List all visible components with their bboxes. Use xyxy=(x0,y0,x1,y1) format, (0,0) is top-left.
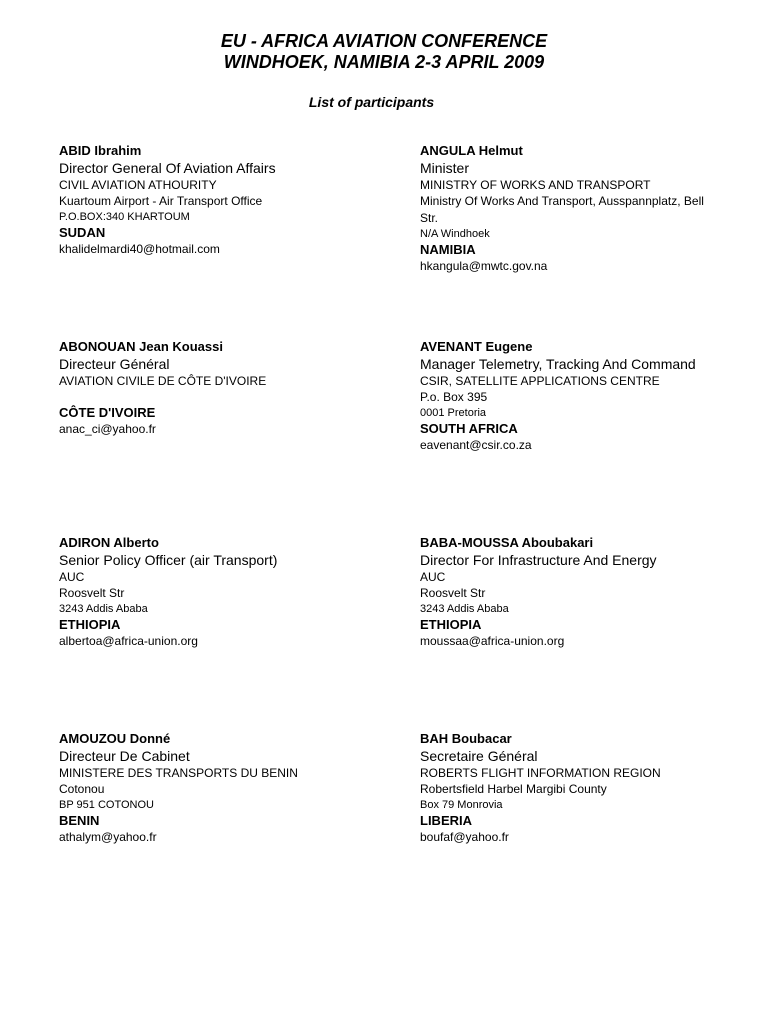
participant-card xyxy=(420,339,740,453)
participant-city: 0001 Pretoria xyxy=(420,407,487,419)
participant-address: Robertsfield Harbel Margibi County xyxy=(420,782,607,796)
participant-email: boufaf@yahoo.fr xyxy=(420,830,509,844)
participant-country: LIBERIA xyxy=(420,813,472,828)
participant-organization: CSIR, SATELLITE APPLICATIONS CENTRE xyxy=(420,374,660,388)
participant-organization: AVIATION CIVILE DE CÔTE D'IVOIRE xyxy=(59,374,267,388)
participant-card xyxy=(59,731,379,845)
participant-address: Roosvelt Str xyxy=(59,586,125,600)
participant-country: SUDAN xyxy=(59,225,106,240)
participant-address: Roosvelt Str xyxy=(420,586,486,600)
participant-organization: CIVIL AVIATION ATHOURITY xyxy=(59,178,217,192)
participant-country: CÔTE D'IVOIRE xyxy=(59,405,156,420)
participant-city: 3243 Addis Ababa xyxy=(59,603,148,615)
participant-email: hkangula@mwtc.gov.na xyxy=(420,259,548,273)
participant-city: P.O.BOX:340 KHARTOUM xyxy=(59,211,190,223)
participant-email: albertoa@africa-union.org xyxy=(59,634,198,648)
participant-card xyxy=(59,339,379,437)
participant-country: BENIN xyxy=(59,813,100,828)
participant-country: ETHIOPIA xyxy=(420,617,482,632)
participant-role: Manager Telemetry, Tracking And Command xyxy=(420,356,696,372)
list-subtitle: List of participants xyxy=(308,94,435,110)
participant-name: ABID Ibrahim xyxy=(59,143,142,158)
participant-country: NAMIBIA xyxy=(420,242,476,257)
participant-city: N/A Windhoek xyxy=(420,228,490,240)
participant-role: Directeur Général xyxy=(59,356,170,372)
participant-name: AVENANT Eugene xyxy=(420,339,533,354)
participant-city: BP 951 COTONOU xyxy=(59,799,154,811)
participant-name: ABONOUAN Jean Kouassi xyxy=(59,339,223,354)
participant-card xyxy=(59,535,379,649)
participant-address: P.o. Box 395 xyxy=(420,390,488,404)
participant-address: Ministry Of Works And Transport, Ausspannplatz, Bell Str. xyxy=(420,194,704,225)
participant-name: AMOUZOU Donné xyxy=(59,731,171,746)
blank-line xyxy=(59,389,379,405)
participant-card xyxy=(420,143,740,274)
participant-email: khalidelmardi40@hotmail.com xyxy=(59,242,220,256)
participant-address: Kuartoum Airport - Air Transport Office xyxy=(59,194,263,208)
participant-role: Minister xyxy=(420,160,470,176)
participant-name: BABA-MOUSSA Aboubakari xyxy=(420,535,594,550)
participant-card xyxy=(420,535,740,649)
participant-name: ANGULA Helmut xyxy=(420,143,523,158)
participant-organization: MINISTERE DES TRANSPORTS DU BENIN xyxy=(59,766,298,780)
participant-organization: ROBERTS FLIGHT INFORMATION REGION xyxy=(420,766,661,780)
participant-email: moussaa@africa-union.org xyxy=(420,634,565,648)
participant-country: ETHIOPIA xyxy=(59,617,121,632)
participant-city: 3243 Addis Ababa xyxy=(420,603,509,615)
participant-email: eavenant@csir.co.za xyxy=(420,438,532,452)
participant-card xyxy=(59,143,379,257)
participant-name: BAH Boubacar xyxy=(420,731,512,746)
participant-role: Directeur De Cabinet xyxy=(59,748,190,764)
participant-country: SOUTH AFRICA xyxy=(420,421,518,436)
participant-email: athalym@yahoo.fr xyxy=(59,830,157,844)
participant-organization: AUC xyxy=(59,570,85,584)
participant-organization: AUC xyxy=(420,570,446,584)
participant-name: ADIRON Alberto xyxy=(59,535,159,550)
participant-role: Director For Infrastructure And Energy xyxy=(420,552,657,568)
participant-email: anac_ci@yahoo.fr xyxy=(59,422,156,436)
participant-city: Box 79 Monrovia xyxy=(420,799,503,811)
participant-role: Senior Policy Officer (air Transport) xyxy=(59,552,278,568)
conference-title: EU - AFRICA AVIATION CONFERENCE xyxy=(220,31,548,51)
participant-card xyxy=(420,731,740,845)
participant-address: Cotonou xyxy=(59,782,105,796)
participant-role: Director General Of Aviation Affairs xyxy=(59,160,276,176)
participant-organization: MINISTRY OF WORKS AND TRANSPORT xyxy=(420,178,651,192)
participant-role: Secretaire Général xyxy=(420,748,538,764)
conference-location-date: WINDHOEK, NAMIBIA 2-3 APRIL 2009 xyxy=(223,52,545,72)
